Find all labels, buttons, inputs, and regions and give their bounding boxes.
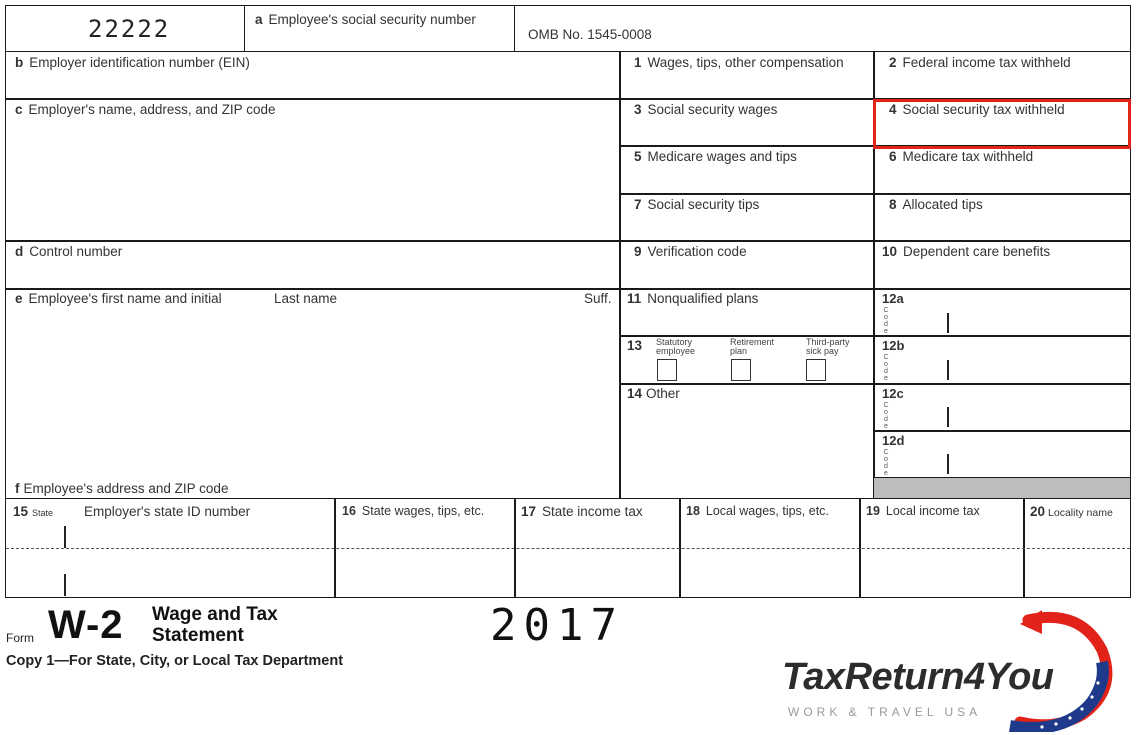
box-9-num: 9 bbox=[634, 244, 642, 259]
box-2-num: 2 bbox=[889, 55, 897, 70]
box-7-text: Social security tips bbox=[647, 197, 760, 212]
retirement-label-1: Retirement bbox=[730, 337, 775, 347]
box-5-num: 5 bbox=[634, 149, 642, 164]
divider bbox=[873, 430, 1131, 432]
statutory-label-1: Statutory bbox=[656, 337, 693, 347]
divider bbox=[619, 240, 874, 242]
box-19-num: 19 bbox=[866, 504, 880, 518]
box-19-label[interactable] bbox=[866, 504, 980, 518]
copy-label: Copy 1—For State, City, or Local Tax Department bbox=[6, 653, 344, 669]
box-15-num: 15 bbox=[13, 504, 29, 519]
state-row-divider bbox=[6, 548, 1130, 549]
divider bbox=[873, 335, 1131, 337]
box-20-num: 20 bbox=[1030, 504, 1046, 519]
form-title-line1: Wage and Tax bbox=[152, 604, 278, 625]
box-b-label[interactable]: b Employer identification number (EIN) bbox=[15, 55, 250, 70]
box-17-num: 17 bbox=[521, 504, 537, 519]
retirement-plan-checkbox[interactable] bbox=[731, 359, 751, 381]
box-a-text: Employee's social security number bbox=[268, 12, 476, 27]
box-10-label[interactable] bbox=[882, 244, 1050, 259]
box-12c-divider bbox=[947, 407, 949, 427]
box-1-text: Wages, tips, other compensation bbox=[647, 55, 844, 70]
state-tick-1 bbox=[64, 526, 66, 548]
box-14-label[interactable] bbox=[627, 386, 680, 401]
box-12a-divider bbox=[947, 313, 949, 333]
box-c-label[interactable]: c Employer's name, address, and ZIP code bbox=[15, 102, 276, 117]
brand-name: TaxReturn4You bbox=[782, 656, 1054, 698]
box-9-text: Verification code bbox=[647, 244, 747, 259]
thirdparty-label-2: sick pay bbox=[806, 346, 839, 356]
box-12a-label[interactable]: 12a bbox=[882, 291, 904, 306]
box-12b-divider bbox=[947, 360, 949, 380]
box-12b-label[interactable]: 12b bbox=[882, 338, 905, 353]
box-1-num: 1 bbox=[634, 55, 642, 70]
box-7-label[interactable] bbox=[634, 197, 759, 212]
divider bbox=[619, 193, 874, 195]
box-a-label: a Employee's social security number bbox=[255, 12, 476, 27]
box-f-text: Employee's address and ZIP code bbox=[23, 481, 229, 496]
box-e-label[interactable]: e Employee's first name and initial bbox=[15, 291, 222, 306]
divider bbox=[5, 240, 620, 242]
divider bbox=[873, 288, 1131, 290]
box-11-label[interactable] bbox=[627, 291, 758, 306]
box-b-text: Employer identification number (EIN) bbox=[29, 55, 250, 70]
box-12d-label[interactable]: 12d bbox=[882, 433, 905, 448]
divider bbox=[619, 98, 874, 100]
box-12b-code-label: Code bbox=[883, 354, 889, 382]
box-e-first-text: Employee's first name and initial bbox=[28, 291, 222, 306]
box-12a-code-label: Code bbox=[883, 307, 889, 335]
omb-number: OMB No. 1545-0008 bbox=[528, 27, 652, 42]
form-word: Form bbox=[6, 631, 34, 645]
divider bbox=[619, 383, 874, 385]
box-6-text: Medicare tax withheld bbox=[902, 149, 1034, 164]
box-5-label[interactable] bbox=[634, 149, 797, 164]
box-4-num: 4 bbox=[889, 102, 897, 117]
box-3-label[interactable] bbox=[634, 102, 777, 117]
divider bbox=[5, 288, 620, 290]
box-1-label[interactable] bbox=[634, 55, 844, 70]
box-e-suff-label: Suff. bbox=[584, 291, 612, 306]
divider bbox=[873, 383, 1131, 385]
box-2-label[interactable] bbox=[889, 55, 1071, 70]
box-control-code-cell bbox=[5, 5, 245, 52]
box-16-num: 16 bbox=[342, 504, 356, 518]
divider bbox=[619, 52, 621, 499]
box-17-label[interactable] bbox=[521, 504, 643, 519]
box-d-text: Control number bbox=[29, 244, 123, 259]
shaded-cell bbox=[874, 478, 1130, 499]
box-3-text: Social security wages bbox=[647, 102, 778, 117]
box-15-id-label: Employer's state ID number bbox=[84, 504, 251, 519]
box-5-text: Medicare wages and tips bbox=[647, 149, 797, 164]
box-6-label[interactable] bbox=[889, 149, 1033, 164]
box-17-text: State income tax bbox=[542, 504, 643, 519]
box-12d-divider bbox=[947, 454, 949, 474]
statutory-employee-checkbox[interactable] bbox=[657, 359, 677, 381]
third-party-sick-pay-checkbox[interactable] bbox=[806, 359, 826, 381]
box-12d-code-label: Code bbox=[883, 449, 889, 477]
box-13-num: 13 bbox=[627, 338, 643, 353]
box-d-label[interactable]: d Control number bbox=[15, 244, 123, 259]
box-18-text: Local wages, tips, etc. bbox=[705, 504, 829, 518]
divider bbox=[5, 98, 620, 100]
divider bbox=[619, 145, 874, 147]
box-7-num: 7 bbox=[634, 197, 642, 212]
form-title-line2: Statement bbox=[152, 625, 244, 646]
box-10-text: Dependent care benefits bbox=[903, 244, 1051, 259]
box-8-text: Allocated tips bbox=[902, 197, 983, 212]
statutory-label-2: employee bbox=[656, 346, 696, 356]
box-18-num: 18 bbox=[686, 504, 700, 518]
box-15-label[interactable] bbox=[13, 504, 53, 519]
box-6-num: 6 bbox=[889, 149, 897, 164]
retirement-label-2: plan bbox=[730, 346, 748, 356]
brand-logo bbox=[780, 610, 1120, 732]
divider bbox=[873, 240, 1131, 242]
box-14-text: Other bbox=[646, 386, 680, 401]
box-15-state: State bbox=[32, 508, 54, 518]
box-c-text: Employer's name, address, and ZIP code bbox=[28, 102, 276, 117]
box-11-num: 11 bbox=[627, 291, 642, 306]
control-code: 22222 bbox=[88, 15, 171, 43]
divider bbox=[873, 193, 1131, 195]
brand-tagline: WORK & TRAVEL USA bbox=[788, 705, 982, 719]
box-12c-label[interactable]: 12c bbox=[882, 386, 904, 401]
divider bbox=[619, 288, 874, 290]
box-20-text: Locality name bbox=[1048, 507, 1113, 519]
box-10-num: 10 bbox=[882, 244, 898, 259]
box-16-text: State wages, tips, etc. bbox=[361, 504, 485, 518]
form-id: W-2 bbox=[48, 603, 124, 647]
box-a[interactable] bbox=[244, 5, 515, 52]
thirdparty-label-1: Third-party bbox=[806, 337, 850, 347]
box-11-text: Nonqualified plans bbox=[647, 291, 759, 306]
box-8-label[interactable] bbox=[889, 197, 983, 212]
box-18-label[interactable] bbox=[686, 504, 829, 518]
box-3-num: 3 bbox=[634, 102, 642, 117]
box-19-text: Local income tax bbox=[885, 504, 980, 518]
box-2-text: Federal income tax withheld bbox=[902, 55, 1071, 70]
box-e-last-label: Last name bbox=[274, 291, 338, 306]
state-tick-2 bbox=[64, 574, 66, 596]
box-9-label[interactable] bbox=[634, 244, 747, 259]
box-8-num: 8 bbox=[889, 197, 897, 212]
box-16-label[interactable] bbox=[342, 504, 484, 518]
omb-cell bbox=[514, 5, 1131, 52]
box-12c-code-label: Code bbox=[883, 402, 889, 430]
box-20-label[interactable] bbox=[1030, 504, 1113, 519]
box-f-label[interactable]: f Employee's address and ZIP code bbox=[15, 481, 229, 496]
tax-year: 2017 bbox=[490, 600, 624, 651]
box-4-text: Social security tax withheld bbox=[902, 102, 1065, 117]
box-14-num: 14 bbox=[627, 386, 643, 401]
highlight-box-4 bbox=[873, 99, 1131, 149]
